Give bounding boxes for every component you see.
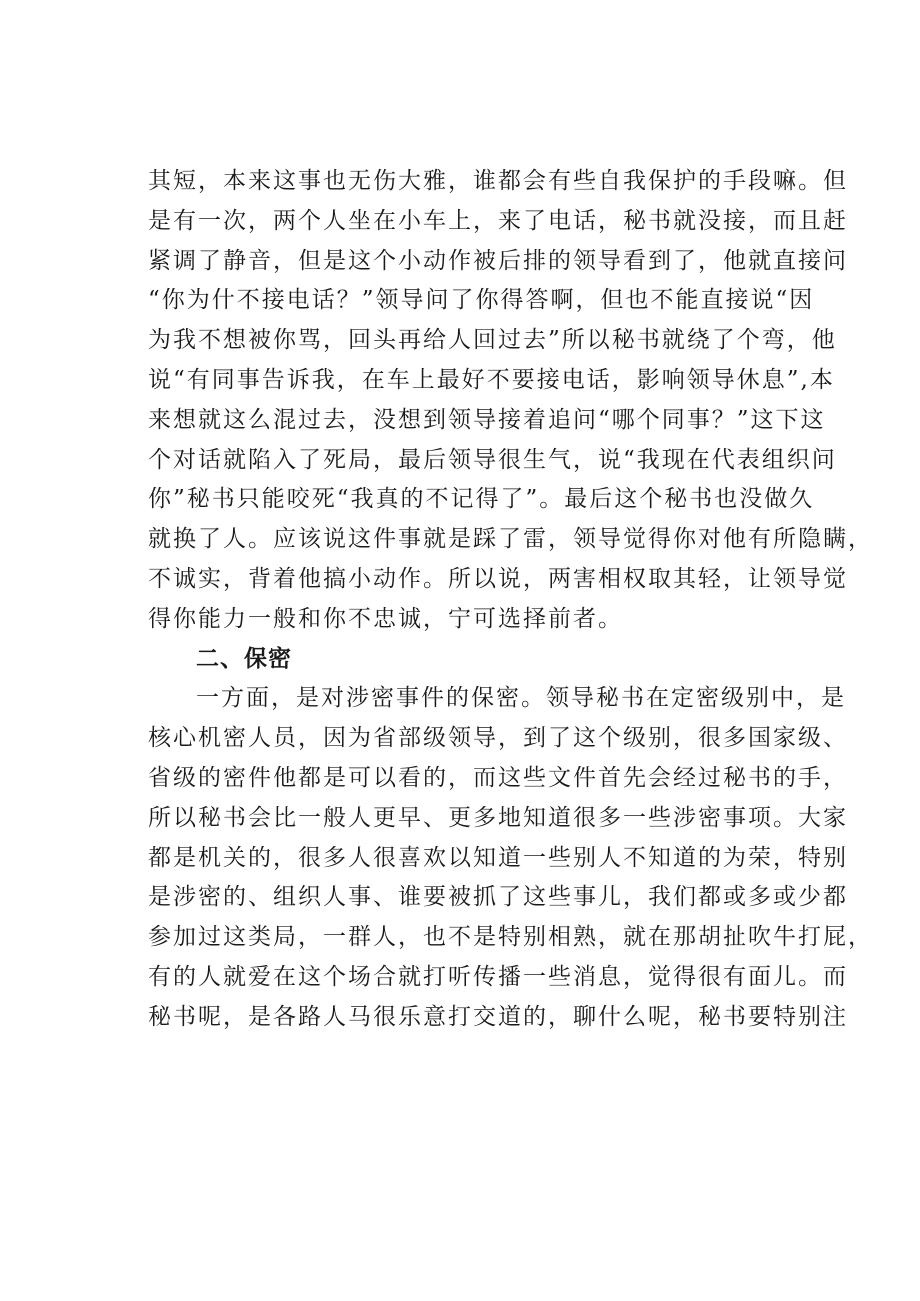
text-line: 其短，本来这事也无伤大雅，谁都会有些自我保护的手段嘛。但 bbox=[148, 168, 848, 194]
section-heading: 二、保密 bbox=[196, 645, 292, 672]
paragraph bbox=[148, 679, 873, 1037]
document-body bbox=[148, 162, 873, 1038]
text-line: 为我不想被你骂，回头再给人回过去”所以秘书就绕了个弯，他 bbox=[148, 327, 837, 354]
text-line: 是涉密的、组织人事、谁要被抓了这些事儿，我们都或多或少都 bbox=[148, 884, 848, 911]
text-line: 都是机关的，很多人很喜欢以知道一些别人不知道的为荣，特别 bbox=[148, 844, 848, 871]
text-line: 来想就这么混过去，没想到领导接着追问“哪个同事？”这下这 bbox=[148, 406, 826, 433]
text-line: 一方面，是对涉密事件的保密。领导秘书在定密级别中，是 bbox=[196, 685, 846, 712]
text-line: 所以秘书会比一般人更早、更多地知道很多一些涉密事项。大家 bbox=[148, 804, 848, 831]
text-line: 就换了人。应该说这件事就是踩了雷，领导觉得你对他有所隐瞒， bbox=[148, 526, 873, 553]
text-line: 参加过这类局，一群人，也不是特别相熟，就在那胡扯吹牛打屁， bbox=[148, 924, 873, 951]
text-line: 不诚实，背着他搞小动作。所以说，两害相权取其轻，让领导觉 bbox=[148, 565, 848, 592]
text-line: 核心机密人员，因为省部级领导，到了这个级别，很多国家级、 bbox=[148, 725, 848, 752]
text-line: 省级的密件他都是可以看的，而这些文件首先会经过秘书的手， bbox=[148, 764, 848, 791]
text-line: 紧调了静音，但是这个小动作被后排的领导看到了，他就直接问 bbox=[148, 247, 848, 274]
text-line: 得你能力一般和你不忠诚，宁可选择前者。 bbox=[148, 605, 623, 632]
text-line: 有的人就爱在这个场合就打听传播一些消息，觉得很有面儿。而 bbox=[148, 963, 848, 990]
text-line: 秘书呢，是各路人马很乐意打交道的，聊什么呢，秘书要特别注 bbox=[148, 1003, 848, 1030]
text-line: 个对话就陷入了死局，最后领导很生气，说“我现在代表组织问 bbox=[148, 446, 837, 473]
text-line: 是有一次，两个人坐在小车上，来了电话，秘书就没接，而且赶 bbox=[148, 207, 848, 234]
text-line: 你”秘书只能咬死“我真的不记得了”。最后这个秘书也没做久 bbox=[148, 486, 815, 513]
text-line: “你为什不接电话？”领导问了你得答啊，但也不能直接说“因 bbox=[148, 287, 815, 314]
paragraph bbox=[148, 162, 873, 640]
text-line: 说“有同事告诉我，在车上最好不要接电话，影响领导休息”,本 bbox=[148, 366, 835, 393]
